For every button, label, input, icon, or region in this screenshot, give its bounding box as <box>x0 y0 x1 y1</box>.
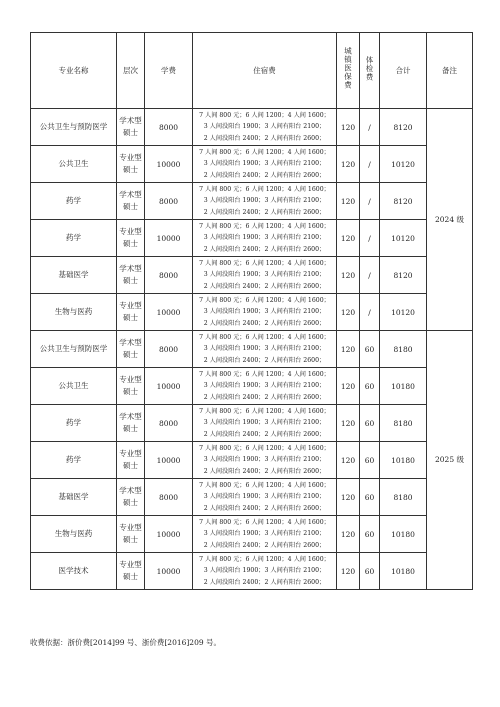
insurance-cell: 120 <box>337 405 360 442</box>
header-note: 备注 <box>427 33 473 109</box>
insurance-cell: 120 <box>337 479 360 516</box>
lodging-line: 7 人间 800 元；6 人间 1200；4 人间 1600； <box>199 185 330 193</box>
major-cell: 药学 <box>31 183 117 220</box>
tuition-cell: 10000 <box>145 553 193 590</box>
lodging-line: 2 人间没阳台 2400；2 人间有阳台 2600； <box>203 541 326 549</box>
table-row <box>31 405 473 442</box>
fee-basis-note: 收费依据：浙价费[2014]99 号、浙价费[2016]209 号。 <box>30 638 222 647</box>
lodging-line: 2 人间没阳台 2400；2 人间有阳台 2600； <box>203 504 326 512</box>
exam-cell: 60 <box>360 331 380 368</box>
lodging-line: 7 人间 800 元；6 人间 1200；4 人间 1600； <box>199 222 330 230</box>
exam-cell: / <box>360 183 380 220</box>
insurance-cell: 120 <box>337 257 360 294</box>
tuition-cell: 8000 <box>145 257 193 294</box>
table-row <box>31 331 473 368</box>
header-tuition: 学费 <box>145 33 193 109</box>
lodging-cell <box>193 220 337 257</box>
lodging-line: 7 人间 800 元；6 人间 1200；4 人间 1600； <box>199 444 330 452</box>
lodging-line: 3 人间没阳台 1900；3 人间有阳台 2100； <box>203 160 326 168</box>
total-cell: 10120 <box>380 146 427 183</box>
major-cell: 基础医学 <box>31 257 117 294</box>
total-cell: 8120 <box>380 109 427 146</box>
total-cell: 10180 <box>380 368 427 405</box>
tuition-cell: 10000 <box>145 220 193 257</box>
level-cell: 专业型硕士 <box>117 442 145 479</box>
major-cell: 药学 <box>31 220 117 257</box>
level-cell: 学术型硕士 <box>117 331 145 368</box>
exam-cell: / <box>360 146 380 183</box>
table-row <box>31 294 473 331</box>
lodging-cell <box>193 331 337 368</box>
total-cell: 10120 <box>380 220 427 257</box>
total-cell: 10180 <box>380 553 427 590</box>
insurance-cell: 120 <box>337 553 360 590</box>
exam-cell: 60 <box>360 442 380 479</box>
lodging-cell <box>193 183 337 220</box>
header-total: 合计 <box>380 33 427 109</box>
lodging-line: 2 人间没阳台 2400；2 人间有阳台 2600； <box>203 467 326 475</box>
insurance-cell: 120 <box>337 220 360 257</box>
lodging-line: 2 人间没阳台 2400；2 人间有阳台 2600； <box>203 393 326 401</box>
lodging-line: 3 人间没阳台 1900；3 人间有阳台 2100； <box>203 456 326 464</box>
exam-cell: / <box>360 257 380 294</box>
lodging-line: 7 人间 800 元；6 人间 1200；4 人间 1600； <box>199 555 330 563</box>
exam-cell: / <box>360 294 380 331</box>
level-cell: 专业型硕士 <box>117 294 145 331</box>
lodging-cell <box>193 442 337 479</box>
major-cell: 基础医学 <box>31 479 117 516</box>
exam-cell: / <box>360 109 380 146</box>
lodging-line: 2 人间没阳台 2400；2 人间有阳台 2600； <box>203 245 326 253</box>
major-cell: 公共卫生 <box>31 146 117 183</box>
lodging-line: 2 人间没阳台 2400；2 人间有阳台 2600； <box>203 134 326 142</box>
level-cell: 专业型硕士 <box>117 553 145 590</box>
header-level: 层次 <box>117 33 145 109</box>
header-exam <box>360 33 380 109</box>
lodging-line: 3 人间没阳台 1900；3 人间有阳台 2100； <box>203 382 326 390</box>
major-cell: 公共卫生与预防医学 <box>31 109 117 146</box>
lodging-line: 3 人间没阳台 1900；3 人间有阳台 2100； <box>203 345 326 353</box>
tuition-cell: 8000 <box>145 479 193 516</box>
total-cell: 10180 <box>380 516 427 553</box>
total-cell: 8120 <box>380 183 427 220</box>
tuition-cell: 10000 <box>145 442 193 479</box>
tuition-cell: 10000 <box>145 146 193 183</box>
tuition-cell: 10000 <box>145 294 193 331</box>
lodging-cell <box>193 368 337 405</box>
note-cell: 2025 级 <box>427 331 473 590</box>
lodging-line: 2 人间没阳台 2400；2 人间有阳台 2600； <box>203 430 326 438</box>
level-cell: 学术型硕士 <box>117 109 145 146</box>
exam-cell: 60 <box>360 553 380 590</box>
tuition-cell: 8000 <box>145 405 193 442</box>
lodging-line: 7 人间 800 元；6 人间 1200；4 人间 1600； <box>199 407 330 415</box>
table-row <box>31 220 473 257</box>
table-row <box>31 183 473 220</box>
lodging-line: 2 人间没阳台 2400；2 人间有阳台 2600； <box>203 578 326 586</box>
level-cell: 学术型硕士 <box>117 183 145 220</box>
exam-cell: / <box>360 220 380 257</box>
lodging-line: 7 人间 800 元；6 人间 1200；4 人间 1600； <box>199 259 330 267</box>
header-major: 专业名称 <box>31 33 117 109</box>
insurance-cell: 120 <box>337 368 360 405</box>
lodging-line: 7 人间 800 元；6 人间 1200；4 人间 1600； <box>199 148 330 156</box>
table-row <box>31 146 473 183</box>
header-exam-label: 体检费 <box>365 55 374 82</box>
exam-cell: 60 <box>360 516 380 553</box>
header-lodging: 住宿费 <box>193 33 337 109</box>
lodging-line: 2 人间没阳台 2400；2 人间有阳台 2600； <box>203 208 326 216</box>
lodging-line: 3 人间没阳台 1900；3 人间有阳台 2100； <box>203 197 326 205</box>
table-row <box>31 109 473 146</box>
lodging-line: 3 人间没阳台 1900；3 人间有阳台 2100； <box>203 308 326 316</box>
level-cell: 专业型硕士 <box>117 146 145 183</box>
lodging-line: 7 人间 800 元；6 人间 1200；4 人间 1600； <box>199 296 330 304</box>
lodging-line: 2 人间没阳台 2400；2 人间有阳台 2600； <box>203 282 326 290</box>
lodging-cell <box>193 109 337 146</box>
level-cell: 专业型硕士 <box>117 516 145 553</box>
insurance-cell: 120 <box>337 294 360 331</box>
insurance-cell: 120 <box>337 109 360 146</box>
total-cell: 8180 <box>380 331 427 368</box>
lodging-line: 3 人间没阳台 1900；3 人间有阳台 2100； <box>203 419 326 427</box>
major-cell: 生物与医药 <box>31 516 117 553</box>
table-row <box>31 442 473 479</box>
lodging-line: 3 人间没阳台 1900；3 人间有阳台 2100； <box>203 234 326 242</box>
table-row <box>31 368 473 405</box>
lodging-line: 3 人间没阳台 1900；3 人间有阳台 2100； <box>203 567 326 575</box>
major-cell: 公共卫生与预防医学 <box>31 331 117 368</box>
lodging-cell <box>193 146 337 183</box>
level-cell: 专业型硕士 <box>117 368 145 405</box>
tuition-cell: 8000 <box>145 183 193 220</box>
exam-cell: 60 <box>360 405 380 442</box>
major-cell: 药学 <box>31 442 117 479</box>
tuition-cell: 10000 <box>145 368 193 405</box>
insurance-cell: 120 <box>337 442 360 479</box>
total-cell: 10180 <box>380 442 427 479</box>
total-cell: 8180 <box>380 479 427 516</box>
lodging-line: 3 人间没阳台 1900；3 人间有阳台 2100； <box>203 271 326 279</box>
lodging-line: 3 人间没阳台 1900；3 人间有阳台 2100； <box>203 493 326 501</box>
lodging-cell <box>193 516 337 553</box>
level-cell: 学术型硕士 <box>117 405 145 442</box>
level-cell: 专业型硕士 <box>117 220 145 257</box>
header-insurance <box>337 33 360 109</box>
table-row <box>31 516 473 553</box>
header-insurance-label: 城镇医保费 <box>343 47 353 90</box>
tuition-cell: 8000 <box>145 109 193 146</box>
exam-cell: 60 <box>360 368 380 405</box>
note-cell: 2024 级 <box>427 109 473 331</box>
lodging-cell <box>193 294 337 331</box>
total-cell: 8120 <box>380 257 427 294</box>
lodging-line: 3 人间没阳台 1900；3 人间有阳台 2100； <box>203 123 326 131</box>
table-row <box>31 479 473 516</box>
major-cell: 生物与医药 <box>31 294 117 331</box>
fee-table-body <box>31 109 473 590</box>
fee-table <box>30 32 473 590</box>
major-cell: 医学技术 <box>31 553 117 590</box>
lodging-line: 7 人间 800 元；6 人间 1200；4 人间 1600； <box>199 518 330 526</box>
lodging-line: 7 人间 800 元；6 人间 1200；4 人间 1600； <box>199 333 330 341</box>
lodging-line: 2 人间没阳台 2400；2 人间有阳台 2600； <box>203 356 326 364</box>
insurance-cell: 120 <box>337 146 360 183</box>
lodging-line: 2 人间没阳台 2400；2 人间有阳台 2600； <box>203 319 326 327</box>
level-cell: 学术型硕士 <box>117 257 145 294</box>
major-cell: 药学 <box>31 405 117 442</box>
total-cell: 8180 <box>380 405 427 442</box>
lodging-line: 7 人间 800 元；6 人间 1200；4 人间 1600； <box>199 111 330 119</box>
lodging-cell <box>193 257 337 294</box>
total-cell: 10120 <box>380 294 427 331</box>
lodging-line: 7 人间 800 元；6 人间 1200；4 人间 1600； <box>199 370 330 378</box>
insurance-cell: 120 <box>337 183 360 220</box>
lodging-cell <box>193 405 337 442</box>
tuition-cell: 8000 <box>145 331 193 368</box>
exam-cell: 60 <box>360 479 380 516</box>
lodging-line: 2 人间没阳台 2400；2 人间有阳台 2600； <box>203 171 326 179</box>
tuition-cell: 10000 <box>145 516 193 553</box>
lodging-cell <box>193 553 337 590</box>
lodging-line: 7 人间 800 元；6 人间 1200；4 人间 1600； <box>199 481 330 489</box>
insurance-cell: 120 <box>337 331 360 368</box>
lodging-cell <box>193 479 337 516</box>
lodging-line: 3 人间没阳台 1900；3 人间有阳台 2100； <box>203 530 326 538</box>
insurance-cell: 120 <box>337 516 360 553</box>
level-cell: 学术型硕士 <box>117 479 145 516</box>
table-row <box>31 257 473 294</box>
header-row <box>31 33 473 109</box>
table-row <box>31 553 473 590</box>
major-cell: 公共卫生 <box>31 368 117 405</box>
